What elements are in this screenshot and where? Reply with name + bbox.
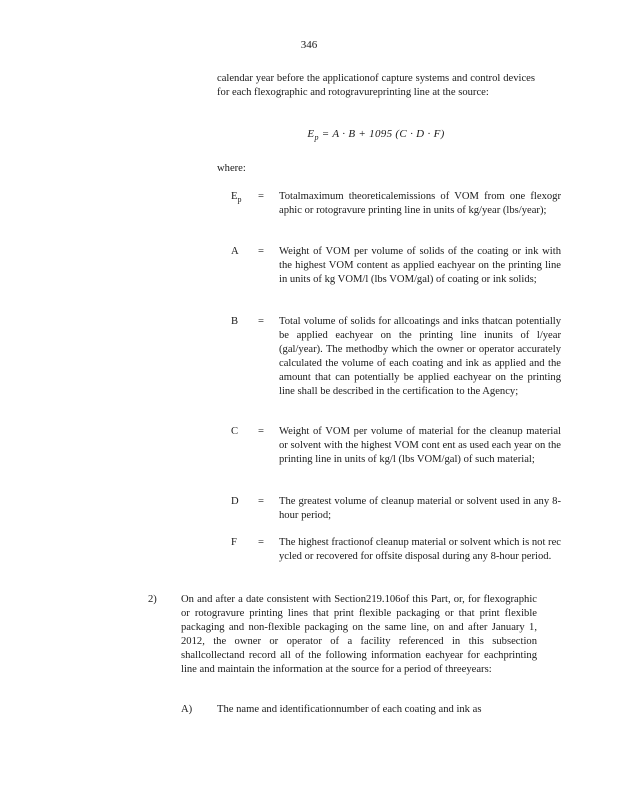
definition-symbol — [231, 425, 251, 439]
formula-lhs: E — [307, 128, 315, 140]
where-label: where: — [217, 163, 246, 174]
definition-text: Totalmaximum theoreticalemissions of VOM from one flexogr aphic or rotogravure printing line in units of kg/year (lbs/year); — [279, 191, 561, 216]
subsection-number: A) — [181, 704, 193, 715]
equals-sign: = — [258, 426, 264, 437]
page-number: 346 — [300, 39, 318, 51]
definition-text: Weight of VOM per volume of solids of the coating or ink with the highest VOM content as applied eachyear on the printing line in units of kg VOM/l (lbs VOM/gal) of coating or ink solids; — [279, 246, 561, 285]
equals-sign: = — [258, 191, 264, 202]
definition-symbol — [231, 190, 251, 207]
subsection-text: On and after a date consistent with Section219.106of this Part, or, for flexographic or rotogravure printing lines that print flexible packaging or that print flexible packaging and non-flexible packaging on the same line, on and after January 1, 2012, the owner or operator of a facility referenced in this subsection shallcollectand record all of the following information eachyear for eachprinting line and maintain the information at the source for a period of threeyears: — [181, 594, 537, 675]
symbol-text: E — [231, 191, 238, 202]
definition-symbol — [231, 315, 251, 329]
subsection-text: The name and identificationnumber of each coating and ink as — [217, 704, 482, 715]
symbol-text: D — [231, 496, 239, 507]
equals-sign: = — [258, 246, 264, 257]
formula-rhs: = A · B + 1095 (C · D · F) — [318, 128, 445, 140]
definition-symbol — [231, 495, 251, 509]
emissions-formula — [217, 127, 535, 145]
formula-lhs-subscript: p — [314, 133, 319, 143]
intro-paragraph: calendar year before the applicationof capture systems and control devices for each flexographic and rotogravureprinting line at the source: — [217, 73, 535, 98]
equals-sign: = — [258, 496, 264, 507]
definition-symbol — [231, 245, 251, 259]
subsection-number: 2) — [148, 594, 157, 605]
symbol-subscript: p — [237, 195, 242, 205]
definition-text: The highest fractionof cleanup material or solvent which is not rec ycled or recovered for offsite disposal during any 8-hour period. — [279, 537, 561, 562]
equals-sign: = — [258, 537, 264, 548]
equals-sign: = — [258, 316, 264, 327]
symbol-text: C — [231, 426, 239, 437]
symbol-text: A — [231, 246, 239, 257]
definition-text: Weight of VOM per volume of material for the cleanup material or solvent with the highest VOM cont ent as used each year on the printing line in units of kg/l (lbs VOM/gal) of such material; — [279, 426, 561, 465]
definition-symbol — [231, 536, 251, 550]
symbol-text: F — [231, 537, 237, 548]
symbol-text: B — [231, 316, 239, 327]
definition-text: The greatest volume of cleanup material or solvent used in any 8-hour period; — [279, 496, 561, 521]
definition-text: Total volume of solids for allcoatings and inks thatcan potentially be applied eachyear on the printing line inunits of l/year (gal/year). The methodby which the owner or operator accurately calculated the volume of each coating and ink as applied and the amount that can potentially be applied eachyear on the printing line shall be described in the certification to the Agency; — [279, 316, 561, 397]
